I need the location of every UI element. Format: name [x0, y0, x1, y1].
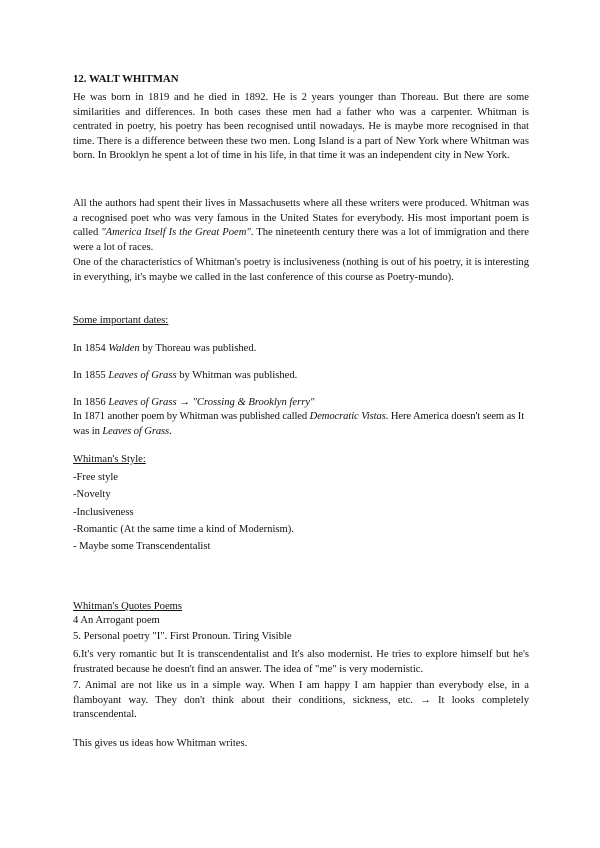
list-item: - Maybe some Transcendentalist	[73, 541, 211, 553]
quote-5: 5. Personal poetry "I". First Pronoun. Tiring Visible	[73, 631, 292, 642]
date-1854: In 1854 Walden by Thoreau was published.	[73, 343, 257, 354]
book-title: Democratic Vistas	[309, 411, 386, 422]
list-item: -Romantic (At the same time a kind of Modernism).	[73, 523, 294, 535]
quote-4: 4 An Arrogant poem	[73, 615, 160, 626]
book-title: Leaves of Grass	[102, 425, 170, 437]
quote-7: 7. Animal are not like us in a simple way. When I am happy I am happier than everybody else, in a flamboyant way. They don't think about their conditions, sickness, etc. → It looks completely transcendental.	[73, 680, 529, 720]
characteristics-paragraph: One of the characteristics of Whitman's poetry is inclusiveness (nothing is out of his poetry, it is interesting in everything, it's maybe we called in the last conference of this course as Poetry-mundo).	[73, 257, 529, 283]
quote-6: 6.It's very romantic but It is transcendentalist and It's also modernist. He tries to explore himself but he's frustrated because he doesn't find an answer. The idea of "me" is very modernistic.	[73, 649, 529, 675]
poem-title: "America Itself Is the Great Poem"	[101, 227, 251, 238]
arrow-icon: →	[176, 397, 193, 408]
dates-heading: Some important dates:	[73, 315, 169, 326]
book-title: Leaves of Grass	[108, 397, 177, 408]
poem-title: "Crossing & Brooklyn ferry"	[192, 397, 315, 408]
date-1856: In 1856 Leaves of Grass → "Crossing & Brooklyn ferry"	[73, 397, 315, 408]
date-1871: In 1871 another poem by Whitman was published called Democratic Vistas. Here America doesn't seem as It was in Leaves of Grass.	[73, 411, 525, 437]
authors-text-before: All the authors had spent their lives in Massachusetts where all these writers were produced. Whitman was a recognised poet who was very famous in the United States for everybody. His most important poem is called	[73, 198, 529, 238]
section-heading: 12. WALT WHITMAN	[73, 73, 179, 85]
authors-paragraph	[73, 197, 529, 255]
intro-paragraph: He was born in 1819 and he died in 1892. He is 2 years younger than Thoreau. But there are some similarities and differences. In both cases these men had a father who was a carpenter. Whitman is centrated in poetry, his poetry has been recognised until nowadays. He is maybe more recognised in that time. There is a difference between these two men. Long Island is a part of New York where Whitman was born. In Brooklyn he spent a lot of time in his life, in that time it was an independent city in New York.	[73, 92, 529, 161]
authors-text-after: . The nineteenth century there was a lot of immigration and there were a lot of races.	[73, 227, 529, 253]
date-1855: In 1855 Leaves of Grass by Whitman was published.	[73, 370, 298, 381]
list-item: -Novelty	[73, 489, 111, 501]
list-item: -Inclusiveness	[73, 506, 134, 518]
style-heading: Whitman's Style:	[73, 454, 146, 465]
style-list	[73, 469, 529, 555]
list-item: -Free style	[73, 472, 119, 483]
book-title: Leaves of Grass	[108, 370, 177, 381]
quotes-heading: Whitman's Quotes Poems	[73, 601, 183, 612]
closing-line: This gives us ideas how Whitman writes.	[73, 738, 248, 749]
book-title: Walden	[108, 343, 140, 354]
